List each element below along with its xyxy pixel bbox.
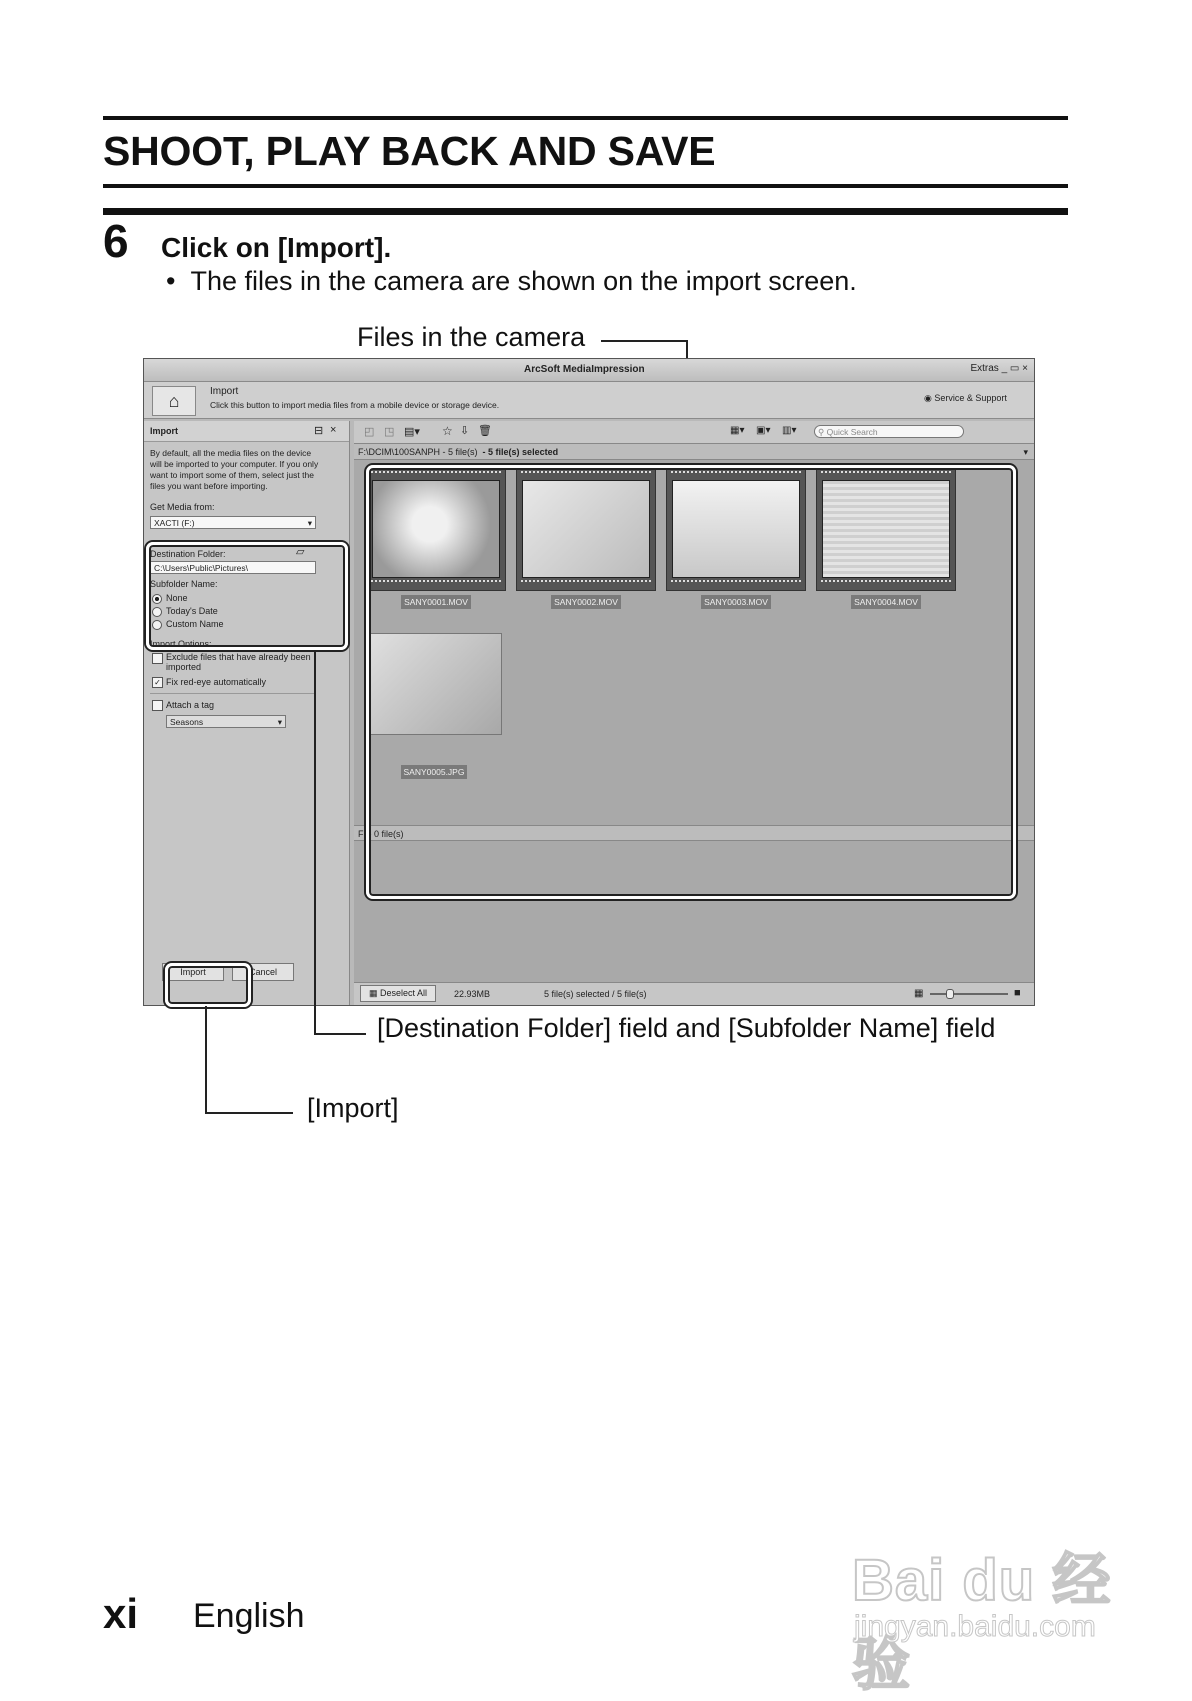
callout-line	[314, 650, 316, 1034]
callout-line	[205, 1006, 207, 1113]
import-highlight	[165, 963, 251, 1007]
window-controls[interactable]: Extras _ ▭ ×	[970, 363, 1028, 374]
destination-field[interactable]: C:\Users\Public\Pictures\	[150, 561, 316, 574]
globe-icon: ◉	[924, 393, 932, 403]
subfolder-label: Subfolder Name:	[150, 579, 218, 589]
callout-line	[205, 1112, 293, 1114]
chevron-down-icon: ▾	[307, 518, 312, 528]
zoom-slider[interactable]	[930, 993, 1008, 995]
folder-icon[interactable]: ▱	[296, 546, 305, 558]
grid-small-icon[interactable]: ▦	[914, 988, 924, 999]
rotate-left-icon[interactable]: ◰	[364, 426, 375, 438]
file-label[interactable]: SANY0001.MOV	[401, 595, 471, 609]
total-size: 22.93MB	[454, 989, 491, 999]
window-title: ArcSoft MediaImpression	[524, 364, 645, 375]
exclude-checkbox[interactable]	[152, 653, 163, 664]
tag-checkbox[interactable]	[152, 700, 163, 711]
collapse-icon[interactable]: ▾	[1023, 447, 1028, 457]
folder-path: F:\DCIM\100SANPH - 5 file(s)	[358, 447, 478, 457]
selection-count: - 5 file(s) selected	[482, 447, 559, 457]
radio-none-label: None	[166, 593, 188, 603]
layout-icon[interactable]: ▥▾	[782, 425, 797, 436]
home-button[interactable]	[152, 386, 196, 416]
second-group-bar: F: - 0 file(s)	[354, 825, 1034, 841]
panel-title: Import	[150, 426, 178, 436]
section-title: SHOOT, PLAY BACK AND SAVE	[103, 128, 716, 174]
deselect-all-label: Deselect All	[380, 988, 428, 998]
tag-value: Seasons	[170, 717, 204, 727]
redeye-label: Fix red-eye automatically	[166, 677, 267, 687]
header-desc: Click this button to import media files from a mobile device or storage device.	[210, 400, 500, 410]
destination-highlight	[146, 542, 348, 650]
app-header	[144, 382, 1034, 419]
selection-status: 5 file(s) selected / 5 file(s)	[544, 989, 647, 999]
divider	[150, 693, 316, 694]
get-media-label: Get Media from:	[150, 502, 215, 512]
watermark-url: jingyan.baidu.com	[854, 1610, 1096, 1643]
redeye-checkbox[interactable]: ✓	[152, 677, 163, 688]
title-underline	[103, 184, 1068, 188]
path-bar	[354, 444, 1034, 460]
top-rule	[103, 116, 1068, 120]
callout-line	[601, 340, 687, 342]
cancel-button[interactable]: Cancel	[232, 963, 294, 981]
service-support-link[interactable]	[924, 393, 1007, 404]
home-icon: ⌂	[168, 391, 180, 411]
bullet-text: The files in the camera are shown on the import screen.	[190, 266, 857, 296]
file-label[interactable]: SANY0004.MOV	[851, 595, 921, 609]
callout-import: [Import]	[307, 1093, 399, 1123]
deselect-all-button[interactable]	[360, 985, 436, 1002]
status-bar	[354, 982, 1034, 1005]
tag-label: Attach a tag	[166, 700, 215, 710]
callout-destination: [Destination Folder] field and [Subfolder Name] field	[377, 1013, 996, 1043]
panel-header	[144, 421, 349, 442]
grid-large-icon[interactable]: ■	[1014, 987, 1021, 999]
header-title: Import	[210, 386, 239, 397]
trash-icon[interactable]: 🗑	[478, 425, 492, 437]
step-bullet: • The files in the camera are shown on the import screen.	[166, 266, 857, 296]
search-placeholder: Quick Search	[826, 427, 878, 437]
import-button[interactable]: Import	[162, 963, 224, 981]
destination-label: Destination Folder:	[150, 549, 226, 559]
radio-custom-name-label: Custom Name	[166, 619, 224, 629]
chevron-down-icon: ▾	[277, 717, 282, 727]
sort-icon[interactable]: ▦▾	[730, 425, 745, 436]
calendar-icon[interactable]: ▣▾	[756, 425, 771, 436]
close-icon[interactable]: ×	[330, 424, 337, 436]
rotate-right-icon[interactable]: ◳	[384, 426, 395, 438]
view-menu-icon[interactable]: ▤▾	[404, 426, 420, 438]
tag-select[interactable]	[166, 715, 286, 728]
quick-search-input[interactable]	[814, 425, 964, 438]
window-titlebar	[144, 359, 1034, 382]
deselect-icon: ▦	[368, 988, 378, 998]
browser-toolbar	[354, 421, 1034, 444]
import-options-label: Import Options:	[150, 639, 212, 649]
page-language: English	[193, 1597, 305, 1635]
exclude-label: Exclude files that have already been imported	[166, 652, 311, 672]
step-rule	[103, 208, 1068, 215]
baidu-watermark	[852, 1515, 1142, 1697]
step-number: 6	[103, 215, 129, 267]
files-highlight	[366, 465, 1016, 899]
watermark-brand: Bai du 经验	[852, 1548, 1112, 1697]
panel-intro: By default, all the media files on the device will be imported to your computer. If you only want to import some of them, select just the files you want before importing.	[150, 448, 319, 491]
star-icon[interactable]: ☆	[442, 424, 453, 438]
service-support-label: Service & Support	[934, 393, 1007, 403]
get-media-select[interactable]	[150, 516, 316, 529]
file-label[interactable]: SANY0005.JPG	[401, 765, 467, 779]
file-label[interactable]: SANY0003.MOV	[701, 595, 771, 609]
callout-files-in-camera: Files in the camera	[357, 322, 586, 352]
file-label[interactable]: SANY0002.MOV	[551, 595, 621, 609]
import-panel	[144, 421, 350, 1005]
callout-line	[314, 1033, 366, 1035]
get-media-value: XACTI (F:)	[154, 518, 195, 528]
step-instruction: Click on [Import].	[161, 232, 392, 263]
radio-todays-date-label: Today's Date	[166, 606, 218, 616]
save-icon[interactable]: ⇩	[460, 425, 470, 437]
page-number: xi	[103, 1590, 139, 1637]
dock-icon[interactable]: ⊟	[314, 425, 324, 437]
zoom-slider-handle[interactable]	[946, 989, 954, 999]
search-icon: ⚲	[818, 427, 825, 437]
